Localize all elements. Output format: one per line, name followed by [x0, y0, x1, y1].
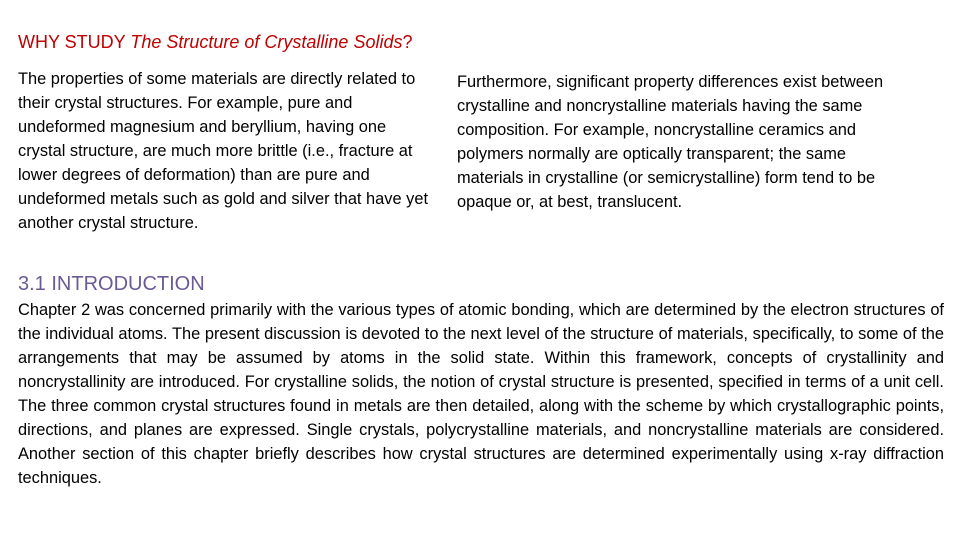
heading-suffix: ? — [402, 32, 413, 52]
introduction-paragraph: Chapter 2 was concerned primarily with the various types of atomic bonding, which are determined by the electron structures of the individual atoms. The present discussion is devoted to the next level of the structure of materials, specifically, to some of the arrangements that may be assumed by atoms in the solid state. Within this framework, concepts of crystallinity and noncrystallinity are introduced. For crystalline solids, the notion of crystal structure is presented, specified in terms of a unit cell. The three common crystal structures found in metals are then detailed, along with the scheme by which crystallographic points, directions, and planes are expressed. Single crystals, polycrystalline materials, and noncrystalline materials are considered. Another section of this chapter briefly describes how crystal structures are determined experimentally using x-ray diffraction techniques. — [18, 301, 944, 487]
left-column-paragraph: The properties of some materials are directly related to their crystal structures. For example, pure and undeformed magnesium and beryllium, having one crystal structure, are much more brittle (i.e., fracture at lower degrees of deformation) than are pure and undeformed metals such as gold and silver that have yet another crystal structure. — [18, 70, 428, 232]
heading-topic: The Structure of Crystalline Solids — [130, 32, 403, 52]
heading-prefix: WHY STUDY — [18, 32, 131, 52]
page-heading — [18, 30, 412, 54]
right-column-paragraph: Furthermore, significant property differences exist between crystalline and noncrystalline materials having the same composition. For example, noncrystalline ceramics and polymers normally are optically transparent; the same materials in crystalline (or semicrystalline) form tend to be opaque or, at best, translucent. — [457, 73, 884, 211]
section-title: 3.1 INTRODUCTION — [18, 273, 205, 295]
